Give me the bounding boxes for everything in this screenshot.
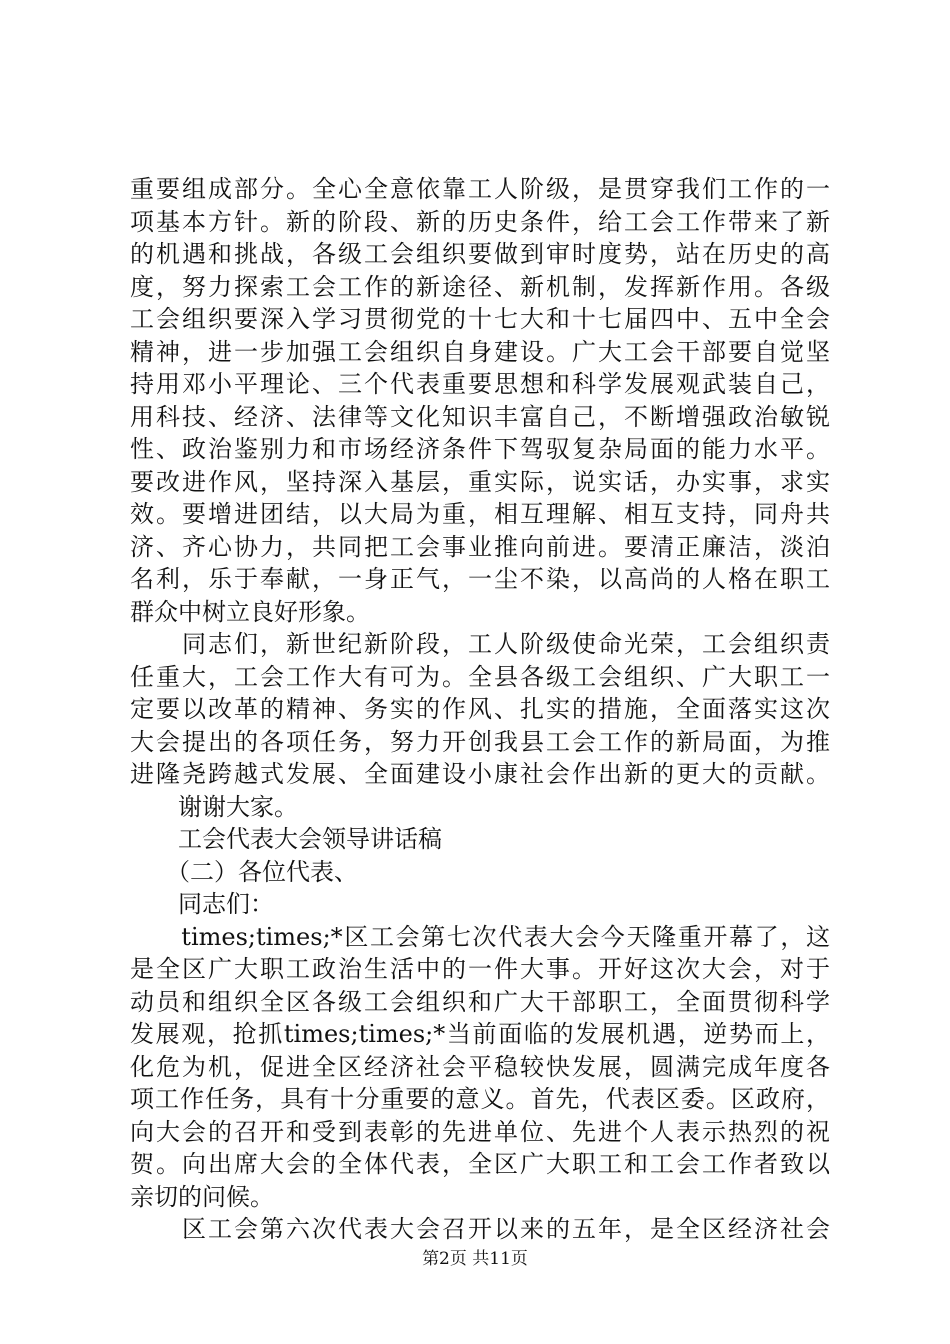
text-line: 名利，乐于奉献，一身正气，一尘不染，以高尚的人格在职工: [130, 565, 830, 593]
text-line: 重要组成部分。全心全意依靠工人阶级，是贯穿我们工作的一: [130, 175, 830, 203]
text-line: 定要以改革的精神、务实的作风、扎实的措施，全面落实这次: [130, 695, 830, 723]
text-line: 要改进作风，坚持深入基层，重实际，说实话，办实事，求实: [130, 468, 830, 496]
text-line: times;times;*区工会第七次代表大会今天隆重开幕了，这: [130, 923, 830, 951]
text-line: 化危为机，促进全区经济社会平稳较快发展，圆满完成年度各: [130, 1053, 830, 1081]
text-line: 精神，进一步加强工会组织自身建设。广大工会干部要自觉坚: [130, 338, 830, 366]
text-line: 进隆尧跨越式发展、全面建设小康社会作出新的更大的贡献。: [130, 760, 830, 788]
text-line: 持用邓小平理论、三个代表重要思想和科学发展观武装自己，: [130, 370, 830, 398]
text-line: 同志们，新世纪新阶段，工人阶级使命光荣，工会组织责: [130, 630, 830, 658]
text-line: 大会提出的各项任务，努力开创我县工会工作的新局面，为推: [130, 728, 830, 756]
text-line: 项基本方针。新的阶段、新的历史条件，给工会工作带来了新: [130, 208, 830, 236]
text-line: 济、齐心协力，共同把工会事业推向前进。要清正廉洁，淡泊: [130, 533, 830, 561]
text-line: 亲切的问候。: [130, 1183, 274, 1211]
text-line: 贺。向出席大会的全体代表，全区广大职工和工会工作者致以: [130, 1150, 830, 1178]
text-line: 用科技、经济、法律等文化知识丰富自己，不断增强政治敏锐: [130, 403, 830, 431]
text-line: 群众中树立良好形象。: [130, 598, 370, 626]
text-line: 工会组织要深入学习贯彻党的十七大和十七届四中、五中全会: [130, 305, 830, 333]
text-line: （二）各位代表、: [130, 858, 358, 886]
text-line: 区工会第六次代表大会召开以来的五年，是全区经济社会: [130, 1215, 830, 1243]
text-line: 项工作任务，具有十分重要的意义。首先，代表区委。区政府，: [130, 1085, 830, 1113]
text-line: 发展观，抢抓times;times;*当前面临的发展机遇，逆势而上，: [130, 1020, 830, 1048]
page-footer: 第2页 共11页: [422, 1249, 528, 1269]
text-line: 谢谢大家。: [130, 793, 298, 821]
text-line: 工会代表大会领导讲话稿: [130, 825, 442, 853]
text-line: 动员和组织全区各级工会组织和广大干部职工，全面贯彻科学: [130, 988, 830, 1016]
text-line: 是全区广大职工政治生活中的一件大事。开好这次大会，对于: [130, 955, 830, 983]
text-line: 向大会的召开和受到表彰的先进单位、先进个人表示热烈的祝: [130, 1118, 830, 1146]
text-line: 的机遇和挑战，各级工会组织要做到审时度势，站在历史的高: [130, 240, 830, 268]
text-line: 性、政治鉴别力和市场经济条件下驾驭复杂局面的能力水平。: [130, 435, 830, 463]
text-line: 效。要增进团结，以大局为重，相互理解、相互支持，同舟共: [130, 500, 830, 528]
text-line: 度，努力探索工会工作的新途径、新机制，发挥新作用。各级: [130, 273, 830, 301]
text-line: 任重大，工会工作大有可为。全县各级工会组织、广大职工一: [130, 663, 830, 691]
text-line: 同志们：: [130, 890, 274, 918]
